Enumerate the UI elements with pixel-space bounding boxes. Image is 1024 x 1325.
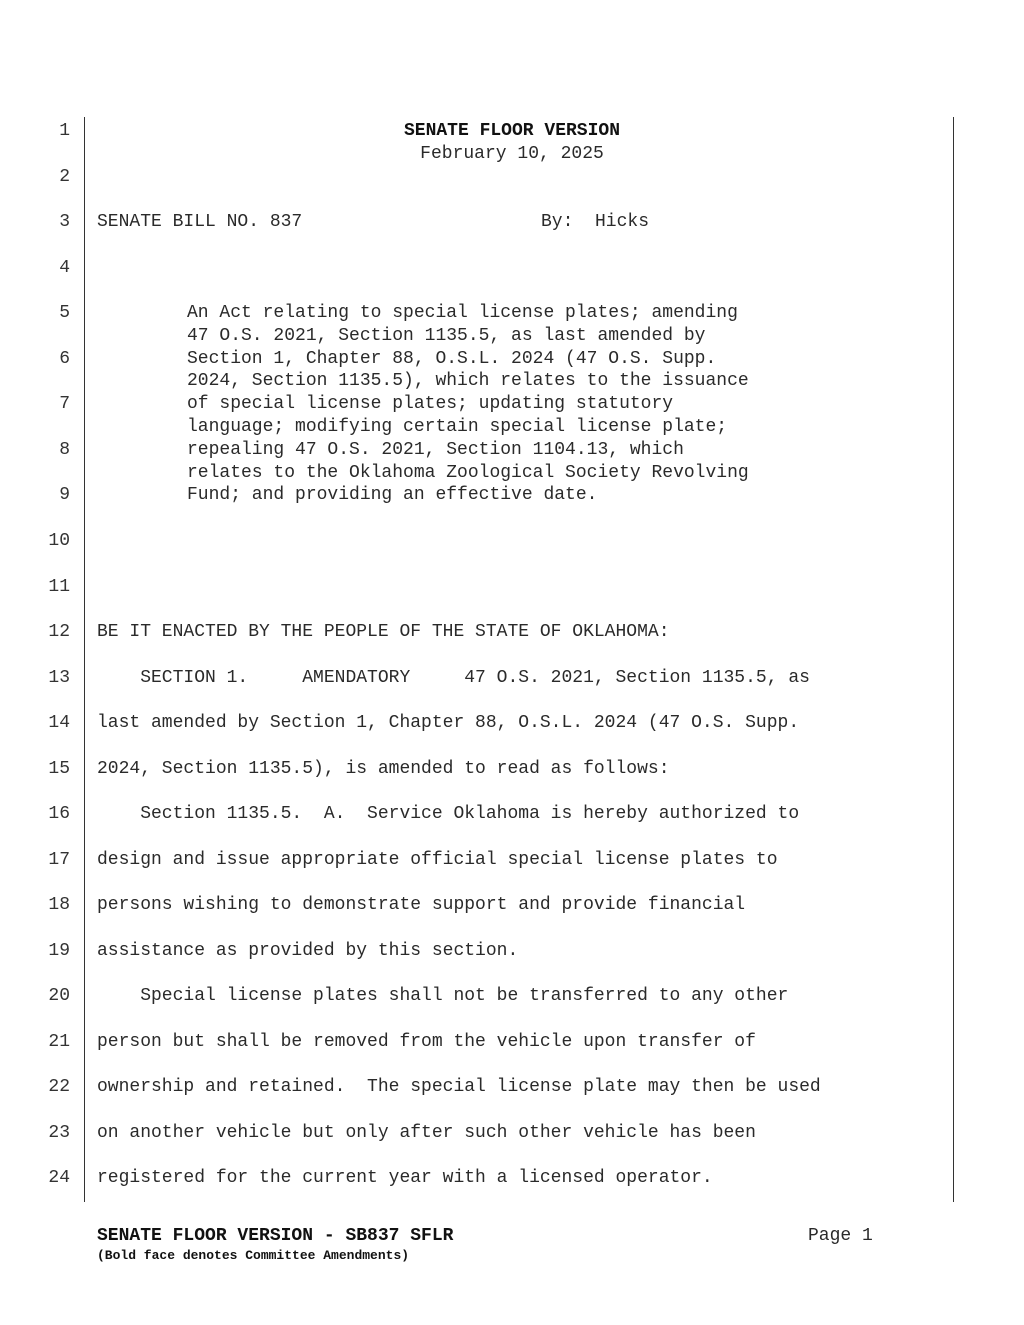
line-number: 9 <box>59 485 70 505</box>
body-line: registered for the current year with a licensed operator. <box>97 1168 713 1188</box>
body-line: assistance as provided by this section. <box>97 941 519 961</box>
act-title-line: 2024, Section 1135.5), which relates to the issuance <box>187 371 749 392</box>
body-line: Special license plates shall not be transferred to any other <box>97 986 789 1006</box>
line-number: 2 <box>59 167 70 187</box>
body-line: design and issue appropriate official special license plates to <box>97 850 778 870</box>
act-title-line: 47 O.S. 2021, Section 1135.5, as last amended by <box>187 325 706 346</box>
act-title-line: repealing 47 O.S. 2021, Section 1104.13, which <box>187 439 684 460</box>
act-title-line: relates to the Oklahoma Zoological Society Revolving <box>187 462 749 483</box>
act-title-line: An Act relating to special license plates; amending <box>187 303 738 323</box>
act-title-line: Section 1, Chapter 88, O.S.L. 2024 (47 O.S. Supp. <box>187 348 717 369</box>
body-line: 2024, Section 1135.5), is amended to read as follows: <box>97 759 670 779</box>
line-number: 18 <box>48 895 70 915</box>
act-title-line: language; modifying certain special license plate; <box>187 416 728 437</box>
left-margin-rule <box>84 117 85 1202</box>
line-number: 4 <box>59 258 70 278</box>
line-number: 12 <box>48 622 70 642</box>
footer-title: SENATE FLOOR VERSION - SB837 SFLR <box>97 1226 454 1246</box>
line-number: 19 <box>48 941 70 961</box>
line-number: 7 <box>59 394 70 414</box>
body-line: SECTION 1. AMENDATORY 47 O.S. 2021, Section 1135.5, as <box>97 668 810 688</box>
page-number: Page 1 <box>808 1226 873 1246</box>
line-number: 15 <box>48 759 70 779</box>
line-number: 8 <box>59 440 70 460</box>
line-number: 21 <box>48 1032 70 1052</box>
line-number: 22 <box>48 1077 70 1097</box>
line-number: 14 <box>48 713 70 733</box>
version-title: SENATE FLOOR VERSION <box>403 121 621 141</box>
line-number: 11 <box>48 577 70 597</box>
body-line: ownership and retained. The special license plate may then be used <box>97 1077 821 1097</box>
act-title-line: of special license plates; updating statutory <box>187 394 674 415</box>
line-number: 6 <box>59 349 70 369</box>
enacting-clause: BE IT ENACTED BY THE PEOPLE OF THE STATE OF OKLAHOMA: <box>97 622 670 642</box>
right-margin-rule <box>953 117 954 1202</box>
line-number: 5 <box>59 303 70 323</box>
body-line: person but shall be removed from the vehicle upon transfer of <box>97 1032 756 1052</box>
body-line: Section 1135.5. A. Service Oklahoma is hereby authorized to <box>97 804 800 824</box>
line-number: 20 <box>48 986 70 1006</box>
act-title-block <box>187 302 749 507</box>
body-line: persons wishing to demonstrate support and provide financial <box>97 895 746 915</box>
footer-note: (Bold face denotes Committee Amendments) <box>97 1248 410 1263</box>
line-number: 24 <box>48 1168 70 1188</box>
line-number: 17 <box>48 850 70 870</box>
line-number: 13 <box>48 668 70 688</box>
body-line: last amended by Section 1, Chapter 88, O.S.L. 2024 (47 O.S. Supp. <box>97 713 800 733</box>
bill-author: By: Hicks <box>541 212 650 232</box>
line-number: 3 <box>59 212 70 232</box>
act-title-line: Fund; and providing an effective date. <box>187 485 598 506</box>
line-number: 23 <box>48 1123 70 1143</box>
version-date: February 10, 2025 <box>420 144 604 164</box>
line-number: 1 <box>59 121 70 141</box>
line-number: 10 <box>48 531 70 551</box>
body-line: on another vehicle but only after such other vehicle has been <box>97 1123 756 1143</box>
line-number: 16 <box>48 804 70 824</box>
bill-number: SENATE BILL NO. 837 <box>97 212 303 232</box>
